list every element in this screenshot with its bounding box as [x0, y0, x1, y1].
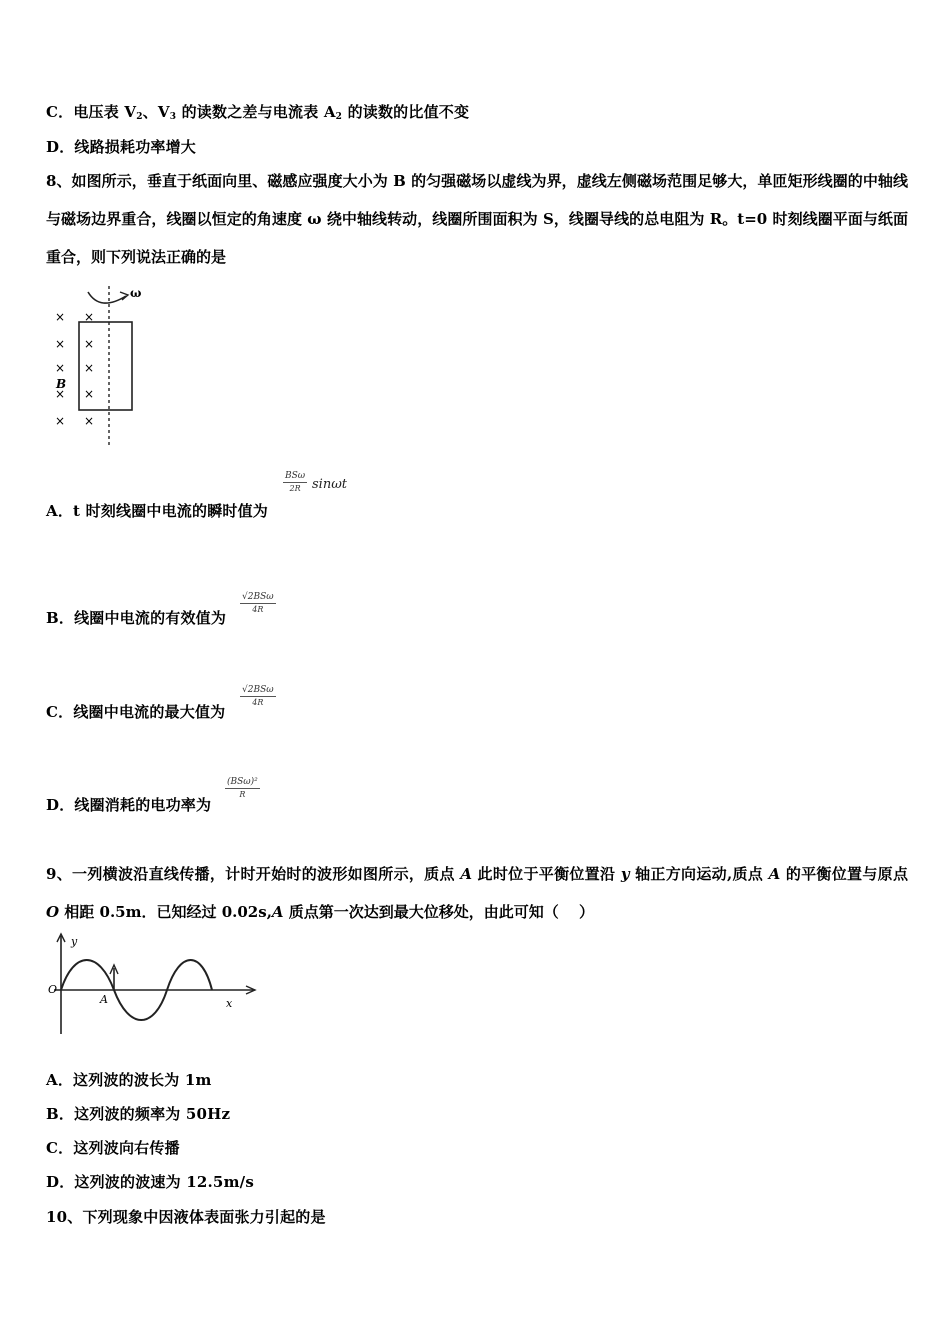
b-label: B [56, 377, 67, 391]
q9-option-a: A．这列波的波长为 1m [46, 1071, 212, 1089]
formula-a: BSω 2R [285, 471, 306, 493]
formula-c: √2BSω 4R [242, 685, 274, 707]
o-label: O [48, 983, 58, 996]
question-8-text: 8、如图所示，垂直于纸面向里、磁感应强度大小为 B 的匀强磁场以虚线为界，虚线左侧磁场范围足够大，单匝矩形线圈的中轴线与磁场边界重合，线圈以恒定的角速度 ω 绕中轴线转动，线圈所围面积为 S，线圈导线的总电阻为 R。t=0 时刻线圈平面与纸面重合，则下列说法正确的是 [46, 172, 908, 266]
q9-option-d: D．这列波的波速为 12.5m/s [46, 1173, 254, 1191]
field-mark: × [55, 387, 66, 401]
option-c-prev: C．电压表 $V_2$、$V_3$ 的读数之差与电流表 $A_2$ 的读数的比值不变 [46, 103, 470, 122]
question-10-text: 10、下列现象中因液体表面张力引起的是 [46, 1208, 326, 1226]
wave-figure [44, 930, 260, 1038]
coil-figure [48, 282, 158, 450]
question-9-text: 9、一列横波沿直线传播，计时开始时的波形如图所示，质点 A 此时位于平衡位置沿 y 轴正方向运动,质点 A 的平衡位置与原点 O 相距 0.5m．已知经过 0.02s,A 质点第一次达到最大位移处，由此可知（ ） [46, 865, 908, 921]
q9-option-c: C．这列波向右传播 [46, 1139, 180, 1157]
a-label: A [100, 993, 108, 1006]
field-mark: × [84, 310, 95, 324]
formula-a-tail: sinωt [312, 477, 348, 492]
q9-option-b: B．这列波的频率为 50Hz [46, 1105, 231, 1123]
formula-d: (BSω)² R [227, 777, 258, 799]
field-mark: × [55, 337, 66, 351]
field-mark: × [84, 387, 95, 401]
q8-option-a: A．t 时刻线圈中电流的瞬时值为 [46, 502, 268, 520]
field-mark: × [84, 361, 95, 375]
option-d-prev: D．线路损耗功率增大 [46, 138, 197, 156]
omega-label: ω [130, 286, 142, 300]
q8-option-d: D．线圈消耗的电功率为 [46, 796, 212, 814]
field-mark: × [55, 414, 66, 428]
field-mark: × [55, 310, 66, 324]
field-mark: × [84, 414, 95, 428]
rotation-arrow [88, 292, 126, 303]
y-label: y [71, 935, 78, 948]
q8-option-b: B．线圈中电流的有效值为 [46, 609, 227, 627]
formula-b: √2BSω 4R [242, 592, 274, 614]
q8-option-c: C．线圈中电流的最大值为 [46, 703, 226, 721]
field-mark: × [55, 361, 66, 375]
x-label: x [226, 997, 233, 1010]
field-mark: × [84, 337, 95, 351]
